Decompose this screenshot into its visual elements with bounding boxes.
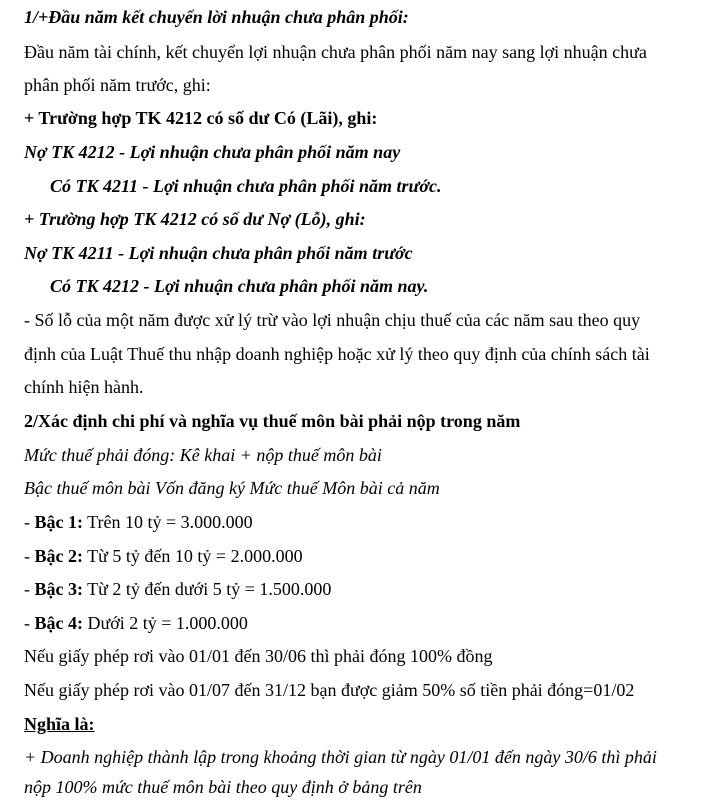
paragraph-line: phân phối năm trước, ghi: xyxy=(24,75,211,95)
tax-level-4: - Bậc 4: Dưới 2 tỷ = 1.000.000 xyxy=(24,613,248,633)
meaning-line: nộp 100% mức thuế môn bài theo quy định ở bảng trên xyxy=(24,777,422,797)
case-1-debit: Nợ TK 4212 - Lợi nhuận chưa phân phối năm nay xyxy=(24,142,401,162)
meaning-title: Nghĩa là: xyxy=(24,714,95,734)
heading-2: 2/Xác định chi phí và nghĩa vụ thuế môn bài phải nộp trong năm xyxy=(24,411,521,431)
paragraph-line: Đầu năm tài chính, kết chuyển lợi nhuận chưa phân phối năm nay sang lợi nhuận chưa xyxy=(24,42,647,62)
case-2-debit: Nợ TK 4211 - Lợi nhuận chưa phân phối năm trước xyxy=(24,243,413,263)
tax-level-3: - Bậc 3: Từ 2 tỷ đến dưới 5 tỷ = 1.500.000 xyxy=(24,579,332,599)
heading-1: 1/+Đầu năm kết chuyển lời nhuận chưa phân phối: xyxy=(24,7,409,27)
tax-level-2: - Bậc 2: Từ 5 tỷ đến 10 tỷ = 2.000.000 xyxy=(24,546,303,566)
loss-note-line: - Số lỗ của một năm được xử lý trừ vào lợi nhuận chịu thuế của các năm sau theo quy xyxy=(24,310,641,330)
tax-level-header: Bậc thuế môn bài Vốn đăng ký Mức thuế Môn bài cả năm xyxy=(24,478,440,498)
case-2-credit: Có TK 4212 - Lợi nhuận chưa phân phối năm nay. xyxy=(50,276,429,296)
case-2-title: + Trường hợp TK 4212 có số dư Nợ (Lỗ), ghi: xyxy=(24,209,366,229)
case-1-title: + Trường hợp TK 4212 có số dư Có (Lãi), ghi: xyxy=(24,108,378,128)
loss-note-line: định của Luật Thuế thu nhập doanh nghiệp hoặc xử lý theo quy định của chính sách tài xyxy=(24,344,650,364)
loss-note-line: chính hiện hành. xyxy=(24,377,144,397)
meaning-line: + Doanh nghiệp thành lập trong khoảng thời gian từ ngày 01/01 đến ngày 30/6 thì phải xyxy=(24,747,657,767)
tax-rate-note: Mức thuế phải đóng: Kê khai + nộp thuế môn bài xyxy=(24,445,382,465)
case-1-credit: Có TK 4211 - Lợi nhuận chưa phân phối năm trước. xyxy=(50,176,442,196)
license-note-1: Nếu giấy phép rơi vào 01/01 đến 30/06 thì phải đóng 100% đồng xyxy=(24,646,493,666)
license-note-2: Nếu giấy phép rơi vào 01/07 đến 31/12 bạn được giảm 50% số tiền phải đóng=01/02 xyxy=(24,680,635,700)
tax-level-1: - Bậc 1: Trên 10 tỷ = 3.000.000 xyxy=(24,512,253,532)
